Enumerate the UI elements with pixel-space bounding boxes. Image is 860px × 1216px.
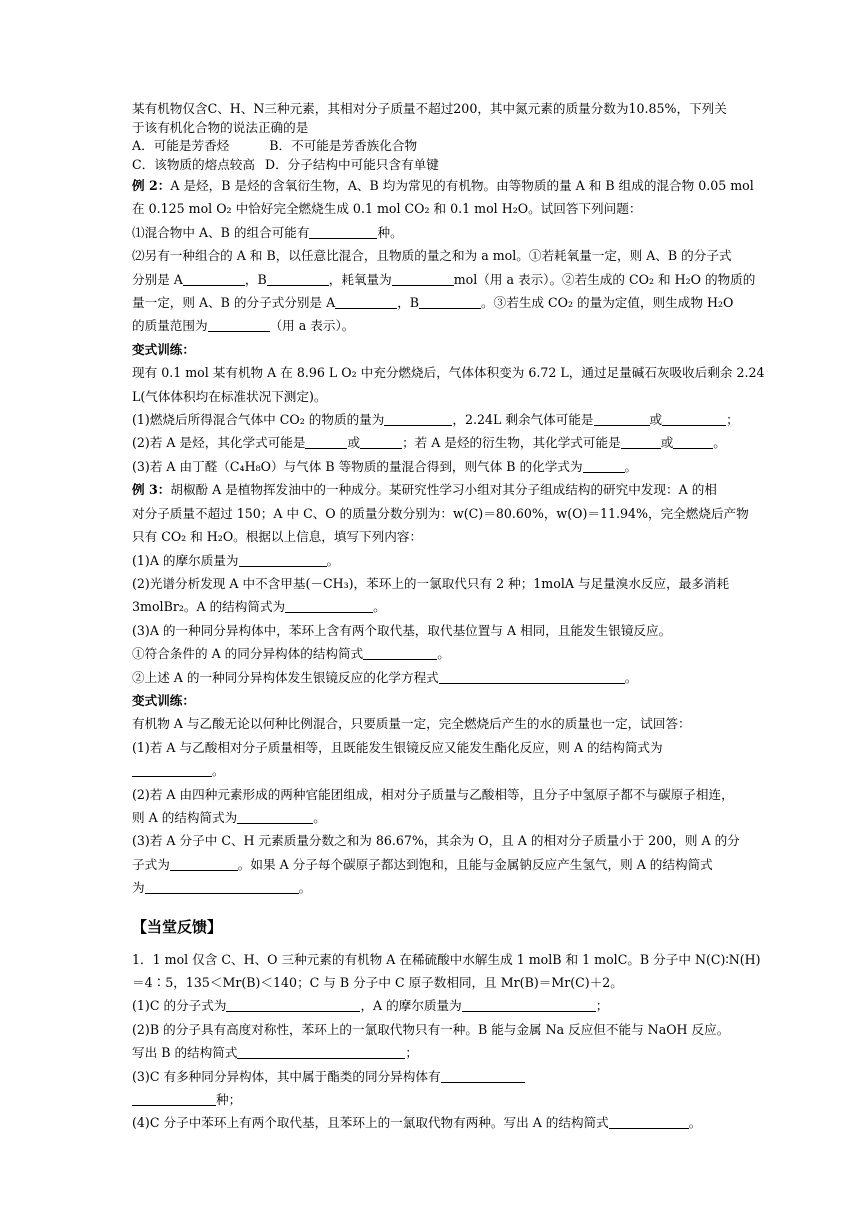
feedback-line [132, 1065, 732, 1088]
example-2-line [132, 174, 754, 197]
answer-blank[interactable] [335, 296, 397, 309]
answer-blank[interactable] [384, 413, 452, 426]
feedback-line: ＝4∶5，135＜Mr(B)＜140；C 与 B 分子中 C 原子数相同，且 Mr(B)＝Mr(C)＋2。 [132, 975, 623, 990]
prompt-text: 。 [212, 763, 225, 779]
answer-blank[interactable] [183, 273, 245, 286]
prompt-text: 。 [326, 552, 340, 568]
answer-blank[interactable] [419, 296, 481, 309]
feedback-line [132, 1041, 732, 1064]
answer-blank[interactable] [363, 647, 437, 660]
feedback-line: 1．1 mol 仅含 C、H、O 三种元素的有机物 A 在稀硫酸中水解生成 1 molB 和 1 molC。B 分子中 N(C)∶N(H) [132, 951, 761, 967]
example-text: A 是烃，B 是烃的含氧衍生物，A、B 均为常见的有机物。由等物质的量 A 和 B 组成的混合物 0.05 mol [170, 178, 754, 193]
example-3-line: 只有 CO₂ 和 H₂O。根据以上信息，填写下列内容： [132, 529, 423, 545]
prompt-text: 的质量范围为 [132, 318, 208, 334]
prompt-text: 。 [437, 646, 450, 662]
prompt-text: (2)若 A 是烃，其化学式可能是 [132, 435, 306, 451]
prompt-text: ； [405, 1045, 419, 1061]
prompt-text: ，A 的摩尔质量为 [360, 998, 462, 1014]
prompt-text: ；若 A 是烃的衍生物，其化学式可能是 [402, 435, 621, 451]
training-line: 有机物 A 与乙酸无论以何种比例混合，只要质量一定，完全燃烧后产生的水的质量也一定，试回答： [132, 716, 691, 732]
answer-blank[interactable] [237, 1046, 405, 1059]
prompt-text: (3)若 A 由丁醛（C₄H₈O）与气体 B 等物质的量混合得到，则气体 B 的化学式为 [132, 458, 583, 474]
training-line: L(气体体积均在标准状况下测定)。 [132, 388, 327, 404]
option-c: C．该物质的熔点较高 [132, 156, 255, 172]
example-3-line [132, 549, 732, 572]
training-line: (1)若 A 与乙酸相对分子质量相等，且既能发生银镜反应又能发生酯化反应，则 A 的结构简式为 [132, 739, 663, 755]
example-3-line [132, 595, 732, 618]
training-line: (2)若 A 由四种元素形成的两种官能团组成，相对分子质量与乙酸相等，且分子中氢原子都不与碳原子相连， [132, 786, 734, 802]
prompt-text: 或 [649, 412, 663, 428]
option-row [132, 156, 732, 175]
prompt-text: ，2.24L 剩余气体可能是 [452, 412, 594, 428]
option-b: B．不可能是芳香族化合物 [269, 138, 418, 153]
prompt-text: (1)A 的摩尔质量为 [132, 552, 239, 568]
prompt-text: ②上述 A 的一种同分异构体发生银镜反应的化学方程式 [132, 669, 439, 685]
prompt-text: ； [595, 998, 609, 1014]
answer-blank[interactable] [441, 1070, 525, 1083]
option-a: A．可能是芳香烃 [132, 138, 230, 153]
example-3-line [132, 478, 732, 501]
answer-blank[interactable] [132, 764, 212, 777]
answer-blank[interactable] [309, 226, 377, 239]
example-text: 胡椒酚 A 是植物挥发油中的一种成分。某研究性学习小组对其分子组成结构的研究中发现：A 的相 [170, 482, 717, 498]
example-3-line: 对分子质量不超过 150；A 中 C、O 的质量分数分别为：w(C)＝80.60%，w(O)＝11.94%，完全燃烧后产物 [132, 505, 749, 521]
prompt-text: 子式为 [132, 856, 170, 872]
answer-blank[interactable] [462, 999, 596, 1012]
training-line [132, 806, 732, 829]
answer-blank[interactable] [305, 436, 347, 449]
training-line: 现有 0.1 mol 某有机物 A 在 8.96 L O₂ 中充分燃烧后，气体体积变为 6.72 L，通过足量碱石灰吸收后剩余 2.24 [132, 365, 765, 381]
prompt-text: ，耗氧量为 [328, 271, 392, 287]
prompt-text: ，B [244, 271, 267, 287]
example-2-line: 在 0.125 mol O₂ 中恰好完全燃烧生成 0.1 mol CO₂ 和 0.1 mol H₂O。试回答下列问题： [132, 201, 642, 217]
prompt-text: ⑴混合物中 A、B 的组合可能有 [132, 224, 310, 240]
answer-blank[interactable] [226, 999, 360, 1012]
answer-blank[interactable] [208, 319, 270, 332]
answer-blank[interactable] [662, 413, 726, 426]
prompt-text: 或 [660, 435, 674, 451]
prompt-text: 。③若生成 CO₂ 的量为定值，则生成物 H₂O [481, 295, 734, 311]
answer-blank[interactable] [237, 811, 313, 824]
example-2-line: ⑵另有一种组合的 A 和 B，以任意比混合，且物质的量之和为 a mol。①若耗氧量一定，则 A、B 的分子式 [132, 248, 732, 264]
prompt-text: 量一定，则 A、B 的分子式分别是 A [132, 295, 336, 311]
prompt-text: 种。 [377, 224, 403, 240]
feedback-line [132, 1111, 732, 1134]
prompt-text: 3molBr₂。A 的结构简式为 [132, 599, 286, 615]
example-2-line [132, 268, 756, 291]
prompt-text: mol（用 a 表示）。②若生成的 CO₂ 和 H₂O 的物质的 [453, 271, 756, 287]
feedback-line [132, 994, 732, 1017]
question-text: 某有机物仅含C、H、N三种元素，其相对分子质量不超过200，其中氮元素的质量分数为10.85%，下列关 [132, 101, 727, 116]
prompt-text: 分别是 A [132, 271, 183, 287]
answer-blank[interactable] [267, 273, 329, 286]
example-2-line [132, 221, 732, 244]
prompt-text: 。 [624, 458, 638, 474]
example-2-line [132, 291, 732, 314]
answer-blank[interactable] [609, 1116, 689, 1129]
prompt-text: 。 [624, 669, 638, 685]
section-label: 变式训练： [132, 341, 195, 357]
answer-blank[interactable] [145, 881, 299, 894]
training-line [132, 431, 732, 454]
training-line [132, 759, 732, 782]
training-line [132, 876, 732, 899]
example-3-line: (2)光谱分析发现 A 中不含甲基(－CH₃)，苯环上的一氯取代只有 2 种；1molA 与足量溴水反应，最多消耗 [132, 575, 730, 591]
prompt-text: ①符合条件的 A 的同分异构体的结构简式 [132, 646, 364, 662]
prompt-text: 。 [713, 435, 726, 451]
prompt-text: 种； [216, 1092, 242, 1108]
section-title: 【当堂反馈】 [132, 917, 223, 936]
prompt-text: （用 a 表示）。 [269, 318, 355, 334]
prompt-text: ； [726, 412, 739, 428]
prompt-text: ，B [397, 295, 420, 311]
training-line [132, 408, 739, 431]
section-label: 变式训练： [132, 692, 195, 708]
answer-blank[interactable] [132, 1093, 216, 1106]
prompt-text: 写出 B 的结构简式 [132, 1045, 238, 1061]
answer-blank[interactable] [170, 858, 238, 871]
prompt-text: 。如果 A 分子每个碳原子都达到饱和，且能与金属钠反应产生氢气，则 A 的结构简式 [237, 856, 713, 872]
example-2-line [132, 314, 732, 337]
prompt-text: (1)燃烧后所得混合气体中 CO₂ 的物质的量为 [132, 412, 385, 428]
prompt-text: 或 [347, 435, 361, 451]
feedback-line [132, 1088, 732, 1111]
example-label: 例 3： [132, 482, 171, 498]
training-line [132, 455, 732, 478]
answer-blank[interactable] [239, 554, 327, 567]
feedback-line: (2)B 的分子具有高度对称性，苯环上的一氯取代物只有一种。B 能与金属 Na 反应但不能与 NaOH 反应。 [132, 1021, 730, 1037]
answer-blank[interactable] [285, 600, 373, 613]
answer-blank[interactable] [673, 436, 713, 449]
prompt-text: (4)C 分子中苯环上有两个取代基，且苯环上的一氯取代物有两种。写出 A 的结构简式 [132, 1115, 609, 1131]
prompt-text: (3)C 有多种同分异构体，其中属于酯类的同分异构体有 [132, 1068, 441, 1084]
prompt-text: 。 [373, 599, 386, 615]
example-3-line [132, 666, 732, 689]
prompt-text: 为 [132, 880, 145, 896]
example-3-line [132, 642, 732, 665]
option-row [132, 137, 732, 156]
option-d: D．分子结构中可能只含有单键 [264, 156, 439, 172]
question-text: 于该有机化合物的说法正确的是 [132, 119, 309, 135]
answer-blank[interactable] [594, 413, 650, 426]
answer-blank[interactable] [583, 460, 625, 473]
prompt-text: 则 A 的结构简式为 [132, 809, 238, 825]
prompt-text: (1)C 的分子式为 [132, 998, 227, 1014]
example-3-line: (3)A 的一种同分异构体中，苯环上含有两个取代基，取代基位置与 A 相同，且能发生银镜反应。 [132, 622, 672, 638]
training-line: (3)若 A 分子中 C、H 元素质量分数之和为 86.67%，其余为 O，且 A 的相对分子质量小于 200，则 A 的分 [132, 833, 740, 849]
answer-blank[interactable] [621, 436, 661, 449]
training-line [132, 853, 732, 876]
example-label: 例 2： [132, 178, 171, 193]
answer-blank[interactable] [360, 436, 402, 449]
answer-blank[interactable] [439, 671, 625, 684]
prompt-text: 。 [298, 880, 312, 896]
answer-blank[interactable] [392, 273, 454, 286]
prompt-text: 。 [688, 1115, 702, 1131]
prompt-text: 。 [313, 809, 326, 825]
